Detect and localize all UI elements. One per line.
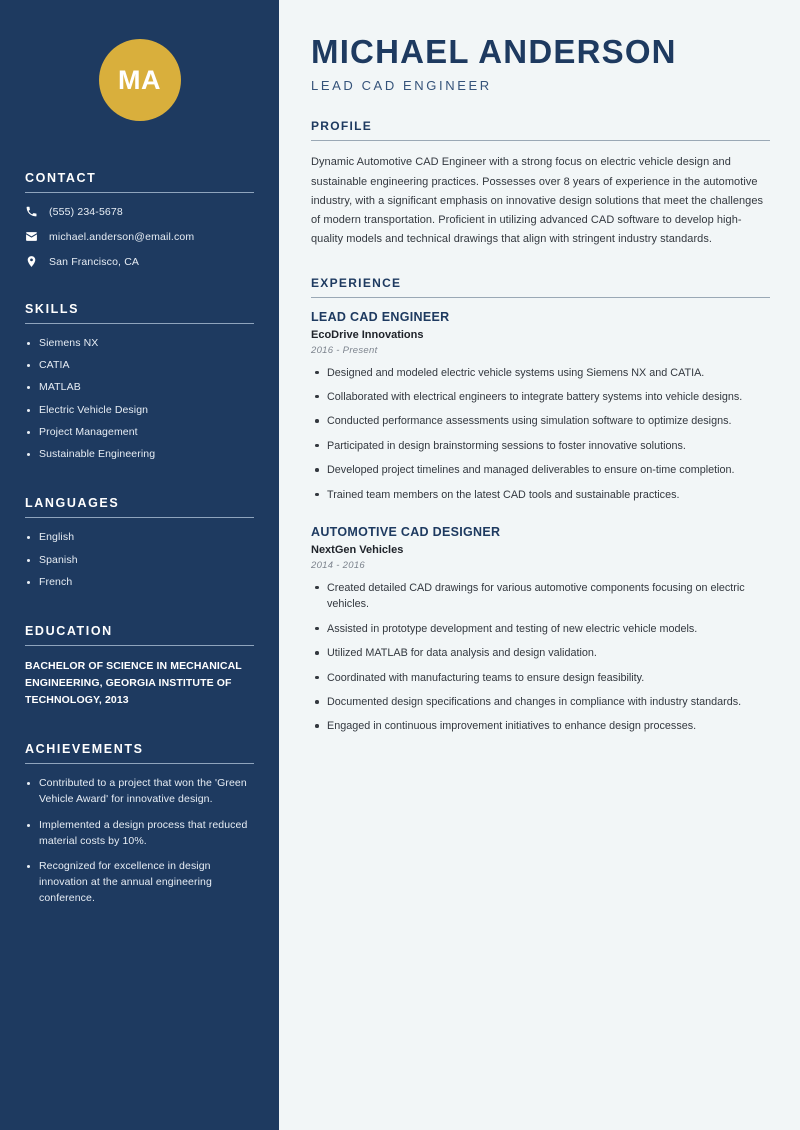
list-item: Siemens NX bbox=[25, 336, 254, 351]
experience-company: EcoDrive Innovations bbox=[311, 328, 424, 341]
list-item: French bbox=[25, 575, 254, 590]
list-item: Sustainable Engineering bbox=[25, 447, 254, 462]
list-item: Coordinated with manufacturing teams to ensure design feasibility. bbox=[311, 670, 770, 686]
profile-divider bbox=[311, 140, 770, 141]
contact-section bbox=[25, 171, 254, 268]
avatar-container bbox=[25, 0, 254, 121]
skills-heading: SKILLS bbox=[25, 302, 80, 316]
contact-phone-value: (555) 234-5678 bbox=[49, 205, 123, 218]
achievements-list bbox=[25, 776, 254, 906]
contact-item-email[interactable] bbox=[25, 230, 254, 243]
list-item: Conducted performance assessments using simulation software to optimize designs. bbox=[311, 413, 770, 429]
experience-entry bbox=[311, 525, 770, 735]
contact-email-value: michael.anderson@email.com bbox=[49, 230, 195, 243]
languages-heading: LANGUAGES bbox=[25, 496, 120, 511]
list-item: Electric Vehicle Design bbox=[25, 403, 254, 418]
experience-divider bbox=[311, 297, 770, 298]
list-item: Collaborated with electrical engineers to integrate battery systems into vehicle designs. bbox=[311, 389, 770, 405]
contact-item-phone[interactable] bbox=[25, 205, 254, 218]
list-item: Project Management bbox=[25, 425, 254, 440]
list-item: Spanish bbox=[25, 553, 254, 568]
languages-list bbox=[25, 530, 254, 590]
contact-item-location[interactable] bbox=[25, 255, 254, 268]
contact-location-value: San Francisco, CA bbox=[49, 255, 140, 268]
education-heading: EDUCATION bbox=[25, 623, 113, 638]
achievements-divider bbox=[25, 763, 254, 764]
contact-divider bbox=[25, 192, 254, 193]
education-divider bbox=[25, 645, 254, 646]
list-item: Utilized MATLAB for data analysis and design validation. bbox=[311, 645, 770, 661]
list-item: MATLAB bbox=[25, 380, 254, 395]
profile-text: Dynamic Automotive CAD Engineer with a strong focus on electric vehicle design and sustainable engineering practices. Possesses over 8 years of experience in the automotive industry, with a significant emphasis on innovative design solutions that meet the challenges of modern transportation. Proficient in utilizing advanced CAD software to develop high-quality models and technical drawings that align with stringent industry standards. bbox=[311, 156, 764, 246]
list-item: Created detailed CAD drawings for various automotive components focusing on electric vehicles. bbox=[311, 580, 770, 613]
list-item: English bbox=[25, 530, 254, 545]
profile-heading: PROFILE bbox=[311, 119, 373, 134]
contact-heading: CONTACT bbox=[25, 171, 97, 185]
list-item: Documented design specifications and changes in compliance with industry standards. bbox=[311, 694, 770, 710]
education-section bbox=[25, 624, 254, 708]
achievements-section bbox=[25, 742, 254, 906]
experience-bullet-list bbox=[311, 365, 770, 503]
list-item: Implemented a design process that reduced material costs by 10%. bbox=[25, 818, 254, 850]
experience-company: NextGen Vehicles bbox=[311, 543, 404, 556]
list-item: CATIA bbox=[25, 358, 254, 373]
experience-heading: EXPERIENCE bbox=[311, 275, 402, 290]
education-entry: BACHELOR OF SCIENCE IN MECHANICAL ENGINEERING, GEORGIA INSTITUTE OF TECHNOLOGY, 2013 bbox=[25, 659, 242, 706]
skills-list bbox=[25, 336, 254, 462]
experience-job-title: AUTOMOTIVE CAD DESIGNER bbox=[311, 524, 501, 539]
experience-bullet-list bbox=[311, 580, 770, 735]
experience-dates: 2014 - 2016 bbox=[311, 559, 366, 571]
experience-job-title: LEAD CAD ENGINEER bbox=[311, 309, 450, 324]
page-title: MICHAEL ANDERSON bbox=[311, 33, 677, 70]
list-item: Participated in design brainstorming sessions to foster innovative solutions. bbox=[311, 438, 770, 454]
experience-section bbox=[311, 276, 770, 735]
list-item: Developed project timelines and managed deliverables to ensure on-time completion. bbox=[311, 462, 770, 478]
location-pin-icon bbox=[25, 255, 38, 268]
languages-divider bbox=[25, 517, 254, 518]
list-item: Designed and modeled electric vehicle systems using Siemens NX and CATIA. bbox=[311, 365, 770, 381]
sidebar bbox=[0, 0, 279, 1130]
achievements-heading: ACHIEVEMENTS bbox=[25, 742, 144, 757]
experience-entry bbox=[311, 310, 770, 503]
languages-section bbox=[25, 496, 254, 590]
experience-dates: 2016 - Present bbox=[311, 344, 378, 356]
list-item: Engaged in continuous improvement initiatives to enhance design processes. bbox=[311, 718, 770, 734]
list-item: Recognized for excellence in design innovation at the annual engineering conference. bbox=[25, 859, 254, 906]
skills-divider bbox=[25, 323, 254, 324]
list-item: Assisted in prototype development and testing of new electric vehicle models. bbox=[311, 621, 770, 637]
email-icon bbox=[25, 230, 38, 243]
list-item: Trained team members on the latest CAD tools and sustainable practices. bbox=[311, 487, 770, 503]
job-title-subtitle: LEAD CAD ENGINEER bbox=[311, 78, 492, 94]
list-item: Contributed to a project that won the 'Green Vehicle Award' for innovative design. bbox=[25, 776, 254, 808]
profile-section bbox=[311, 119, 770, 249]
main-content bbox=[279, 0, 800, 1130]
avatar: MA bbox=[99, 39, 181, 121]
skills-section bbox=[25, 302, 254, 462]
phone-icon bbox=[25, 205, 38, 218]
